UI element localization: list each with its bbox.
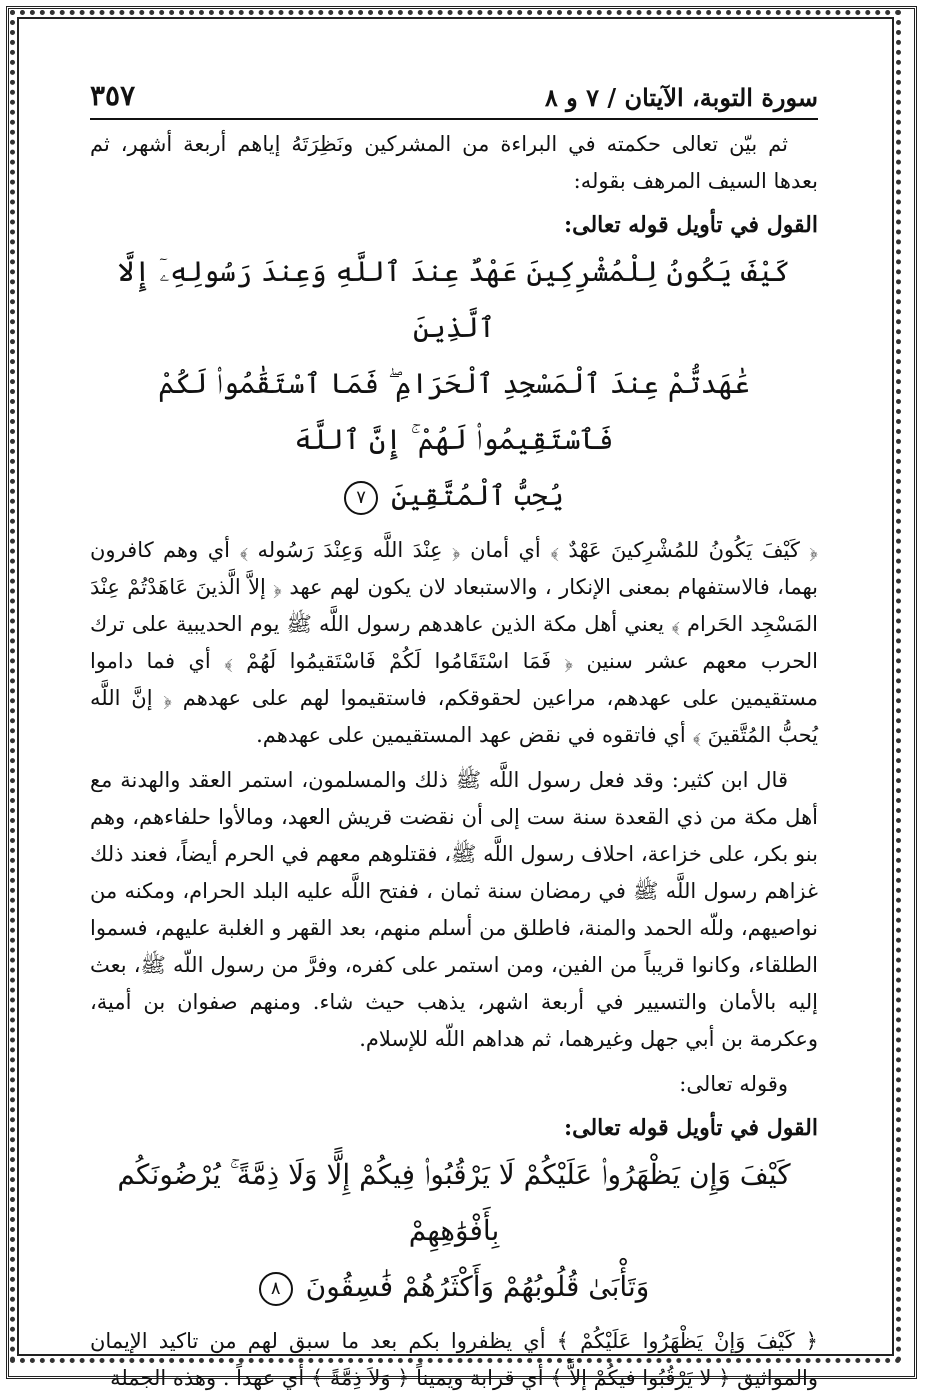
verse-8-line-1: كَيْفَ وَإِن يَظْهَرُوا۟ عَلَيْكُمْ لَا يَرْقُبُوا۟ فِيكُمْ إِلًّا وَلَا ذِمَّةً ۚ يُرْضُونَكُم بِأَفْوَٰهِهِمْ (117, 1158, 791, 1247)
quran-verse-7 (90, 244, 818, 524)
intro-paragraph: ثم بيّن تعالى حكمته في البراءة من المشركين ونَظِرَتَهُ إياهم أربعة أشهر، ثم بعدها السيف المرهف بقوله: (90, 132, 818, 193)
verse-7-line-2: عَٰهَدتُّمْ عِندَ ٱلْمَسْجِدِ ٱلْحَرَامِ ۖ فَمَا ٱسْتَقَٰمُوا۟ لَكُمْ فَٱسْتَقِيمُوا۟ لَهُمْ ۚ إِنَّ ٱللَّهَ (158, 367, 750, 456)
verse-7-line-3 (90, 468, 818, 524)
and-his-saying: وقوله تعالى: (679, 1072, 788, 1096)
verse-8-line-2 (90, 1259, 818, 1315)
ibn-kathir-paragraph: قال ابن كثير: وقد فعل رسول اللَّه ﷺ ذلك والمسلمون، استمر العقد والهدنة مع أهل مكة من ذي القعدة سنة ست إلى أن نقضت قريش العهد، ومالأوا حلفاءهم، وهم بنو بكر، على خزاعة، احلاف رسول اللَّه ﷺ، فقتلوهم معهم في الحرم أيضاً، فعند ذلك غزاهم رسول اللَّه ﷺ في رمضان سنة ثمان ، ففتح اللَّه عليه البلد الحرام، ومكنه من نواصيهم، وللّه الحمد والمنة، فاطلق من أسلم منهم، بعد القهر و الغلبة عليهم، فسموا الطلقاء، وكانوا قريباً من الفين، ومن استمر على كفره، وفرَّ من رسول اللّه ﷺ، بعث إليه بالأمان والتسيير في أربعة اشهر، يذهب حيث شاء. ومنهم صفوان بن أمية، وعكرمة بن أبي جهل وغيرهما، ثم هداهم اللّه للإسلام. (90, 768, 818, 1051)
verse-7-line-3-text: يُحِبُّ ٱلْمُتَّقِينَ (390, 479, 564, 512)
tafsir-verse-7: ﴿ كَيْفَ يَكُونُ للمُشْرِكينَ عَهْدٌ ﴾ أي أمان ﴿ عِنْدَ اللَّه وَعِنْدَ رَسُوله ﴾ أي وهم كافرون بهما، فالاستفهام بمعنى الإنكار ، والاستبعاد لان يكون لهم عهد ﴿ إلاَّ الَّذينَ عَاهَدْتُمْ عِنْدَ المَسْجِد الحَرام ﴾ يعني أهل مكة الذين عاهدهم رسول اللَّه ﷺ يوم الحديبية على ترك الحرب معهم عشر سنين ﴿ فَمَا اسْتَقَامُوا لَكُمْ فَاسْتَقيمُوا لَهُمْ ﴾ أي فما داموا مستقيمين على عهدهم، مراعين لحقوقكم، فاستقيموا لهم على عهدهم ﴿ إنَّ اللَّه يُحبُّ المُتَّقينَ ﴾ أي فاتقوه في نقض عهد المستقيمين على عهدهم. (90, 538, 818, 747)
section-heading-1: القول في تأويل قوله تعالى: (564, 212, 818, 238)
quran-verse-8 (90, 1147, 818, 1315)
section-heading-2: القول في تأويل قوله تعالى: (564, 1115, 818, 1141)
verse-number-7-badge: ٧ (344, 481, 378, 515)
running-header (90, 60, 818, 120)
verse-7-line-1: كَيْفَ يَكُونُ لِلْمُشْرِكِينَ عَهْدٌ عِندَ ٱللَّهِ وَعِندَ رَسُولِهِۦٓ إِلَّا ٱلَّذِينَ (117, 255, 791, 344)
verse-number-8-badge: ٨ (259, 1272, 293, 1306)
verse-8-line-2-text: وَتَأْبَىٰ قُلُوبُهُمْ وَأَكْثَرُهُمْ فَٰسِقُونَ (305, 1270, 650, 1303)
tafsir-verse-8: ﴿ كَيْفَ وَإنْ يَظْهَرُوا عَلَيْكُمْ ﴾ أي يظفروا بكم بعد ما سبق لهم من تاكيد الإيمان والمواثيق ﴿ لا يَرْقُبُوا فيكُمْ إلاًّ ﴾ أي قرابة ويميناً ﴿ وَلاَ ذِمَّةً ﴾ أي عهداً . وهذه الجملة (90, 1329, 818, 1390)
surah-title: سورة التوبة، الآيتان / ٧ و ٨ (544, 83, 818, 112)
page-content (90, 60, 818, 1397)
page-number: ٣٥٧ (90, 79, 136, 112)
